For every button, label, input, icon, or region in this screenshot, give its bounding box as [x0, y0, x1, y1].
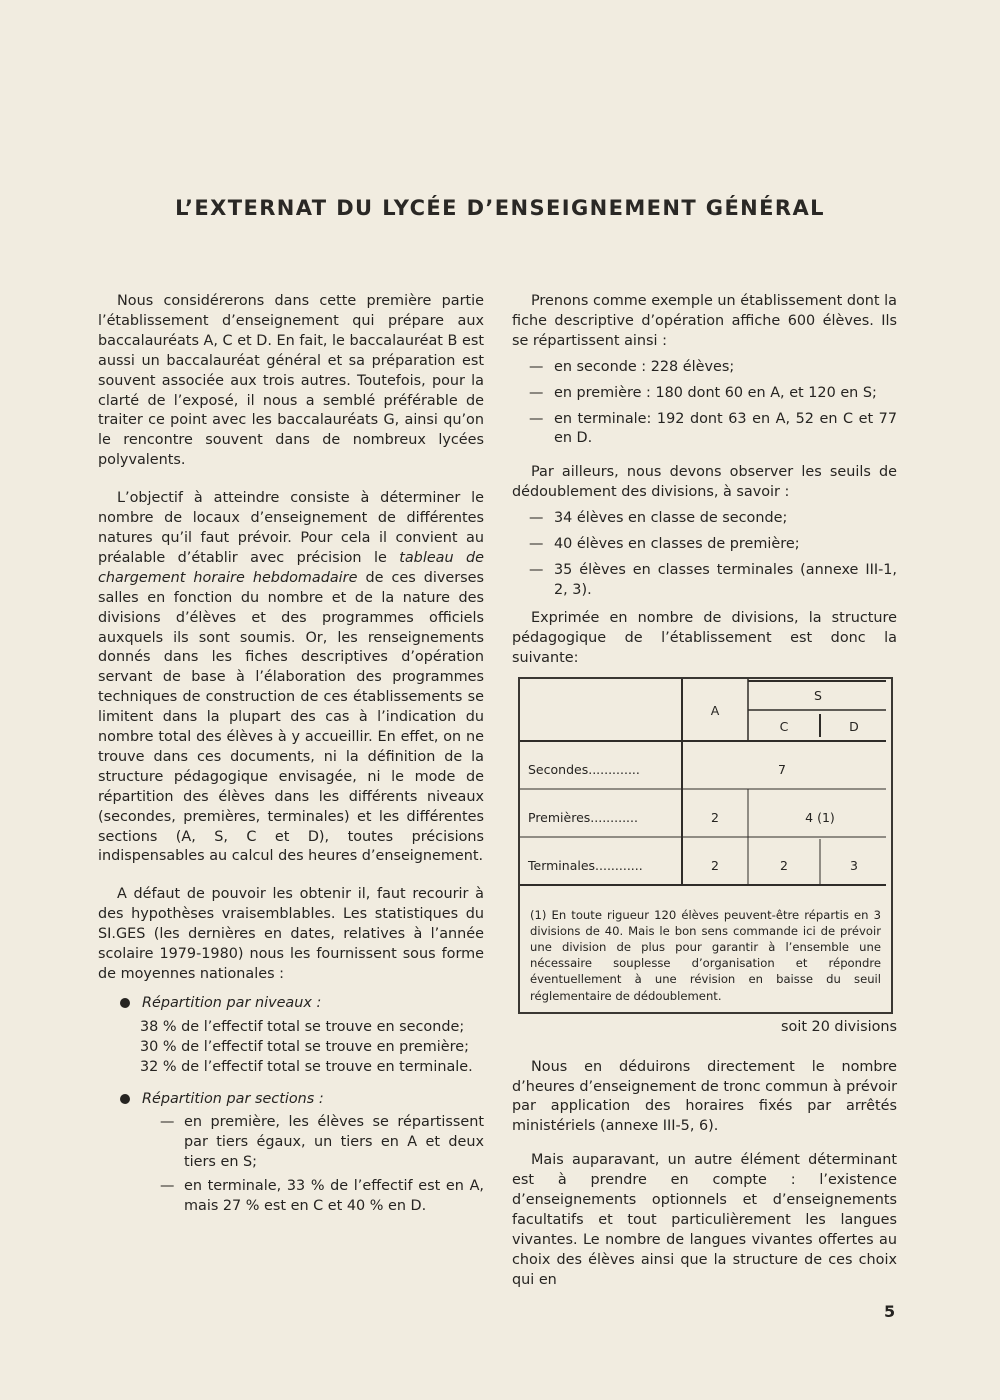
bullet-sections [98, 1090, 484, 1110]
header-d: D [849, 718, 859, 734]
bullet-niveaux [98, 994, 484, 1014]
row-label-secondes: Secondes............. [528, 761, 640, 777]
paragraph-options: Mais auparavant, un autre élément déterminant est à prendre en compte : l’existence d’enseignements optionnels et d’enseignements facultatifs et tout particulièrement les langues vivantes. Le nombre de langues vivantes offertes au choix des élèves ainsi que la structure de ces choix qui en [512, 1152, 897, 1288]
seuil-item [529, 561, 897, 601]
page-title: L’EXTERNAT DU LYCÉE D’ENSEIGNEMENT GÉNÉRAL [175, 196, 825, 220]
dash-mark: — [529, 536, 544, 553]
seuil-item [529, 535, 897, 555]
dash-mark: — [160, 1178, 175, 1195]
bullet-dot-icon [120, 998, 130, 1008]
repartition-item [529, 384, 897, 404]
terminales-a: 2 [711, 857, 719, 873]
seuil-item [529, 509, 897, 529]
objectif-text-b: de ces diverses salles en fonction du nombre et de la nature des divisions d’élèves et des programmes officiels auxquels ils sont soumis. Or, les renseignements donnés dans les fiches descriptives d’opération servant de base à l’élaboration des programmes techniques de construction de ces établissements se limitent dans la plupart des cas à l’indication du nombre total des élèves à y accueillir. En effet, on ne trouve dans ces documents, ni la définition de la structure pédagogique envisagée, ni le mode de répartition des élèves dans les différents niveaux (secondes, premières, terminales) et les différentes sections (A, S, C et D), toutes précisions indispensables au calcul des heures d’enseignement. [98, 569, 484, 865]
section-item [160, 1177, 484, 1217]
objectif-text-a: L’objectif à atteindre consiste à déterminer le nombre de locaux d’enseignement de différentes natures qu’il faut prévoir. Pour cela il convient au préalable d’établir avec précision le [98, 490, 484, 566]
seuil-text: 40 élèves en classes de première; [554, 536, 800, 553]
paragraph-horaires: Nous en déduirons directement le nombre d’heures d’enseignement de tronc commun à prévoir par application des horaires fixés par arrêtés ministériels (annexe III-5, 6). [512, 1058, 897, 1135]
premieres-s: 4 (1) [805, 809, 835, 825]
bullet-label: Répartition par niveaux : [142, 994, 322, 1011]
dash-mark: — [529, 410, 544, 427]
row-label-terminales: Terminales............ [528, 857, 643, 873]
section-item [160, 1113, 484, 1173]
header-a: A [710, 702, 720, 718]
repartition-item [529, 358, 897, 378]
page-number: 5 [884, 1302, 896, 1321]
header-c: C [779, 718, 789, 734]
section-text: en terminale, 33 % de l’effectif est en A, mais 27 % est en C et 40 % en D. [184, 1178, 484, 1215]
bullet-dot-icon [120, 1094, 130, 1104]
structure-table-box [518, 677, 893, 1014]
seuil-text: 35 élèves en classes terminales (annexe III-1, 2, 3). [554, 561, 897, 598]
dash-mark: — [160, 1114, 175, 1131]
right-column [512, 292, 897, 1291]
niveau-terminale: 32 % de l’effectif total se trouve en terminale. [140, 1058, 473, 1075]
seuil-text: 34 élèves en classe de seconde; [554, 510, 788, 527]
bullet-label: Répartition par sections : [142, 1090, 324, 1107]
paragraph-seuils: Par ailleurs, nous devons observer les seuils de dédoublement des divisions, à savoir : [512, 464, 897, 501]
terminales-c: 2 [780, 857, 788, 873]
premieres-a: 2 [711, 809, 719, 825]
table-footnote: (1) En toute rigueur 120 élèves peuvent-être répartis en 3 divisions de 40. Mais le bon sens commande ici de prévoir une division de plus pour garantir à l’ensemble une nécessaire souplesse d’organisation et répondre éventuellement à une révision en baisse du seuil réglementaire de dédoublement. [530, 907, 881, 1003]
structure-table [520, 679, 891, 897]
dash-mark: — [529, 384, 544, 401]
repartition-text: en terminale: 192 dont 63 en A, 52 en C et 77 en D. [554, 410, 897, 447]
dash-mark: — [529, 510, 544, 527]
repartition-text: en première : 180 dont 60 en A, et 120 en S; [554, 384, 877, 401]
paragraph-structure: Exprimée en nombre de divisions, la structure pédagogique de l’établissement est donc la suivante: [512, 609, 897, 666]
dash-mark: — [529, 358, 544, 375]
paragraph-intro: Nous considérerons dans cette première partie l’établissement d’enseignement qui prépare aux baccalauréats A, C et D. En fait, le baccalauréat B est aussi un baccalauréat général et sa préparation est souvent associée aux trois autres. Toutefois, pour la clarté de l’exposé, il nous a semblé préférable de traiter ce point avec les baccalauréats G, ainsi qu’on le rencontre souvent dans de nombreux lycées polyvalents. [98, 293, 484, 469]
niveau-seconde: 38 % de l’effectif total se trouve en seconde; [140, 1018, 465, 1035]
paragraph-objectif [98, 489, 484, 867]
repartition-text: en seconde : 228 élèves; [554, 358, 735, 375]
paragraph-hypotheses: A défaut de pouvoir les obtenir il, faut recourir à des hypothèses vraisemblables. Les statistiques du SI.GES (les dernières en dates, relatives à l’année scolaire 1979-1980) nous les fournissent sous forme de moyennes nationales : [98, 886, 484, 982]
left-column [98, 292, 484, 1217]
niveau-premiere: 30 % de l’effectif total se trouve en première; [140, 1038, 469, 1055]
section-text: en première, les élèves se répartissent par tiers égaux, un tiers en A et deux tiers en S; [184, 1114, 484, 1171]
header-s: S [814, 687, 822, 703]
objectif-italic: tableau de chargement horaire hebdomadaire [98, 549, 485, 586]
dash-mark: — [529, 561, 544, 578]
row-label-premieres: Premières............ [528, 809, 638, 825]
repartition-item [529, 410, 897, 450]
secondes-value: 7 [778, 761, 786, 777]
paragraph-exemple: Prenons comme exemple un établissement dont la fiche descriptive d’opération affiche 600 élèves. Ils se répartissent ainsi : [512, 293, 897, 349]
total-divisions: soit 20 divisions [781, 1018, 897, 1035]
terminales-d: 3 [850, 857, 858, 873]
